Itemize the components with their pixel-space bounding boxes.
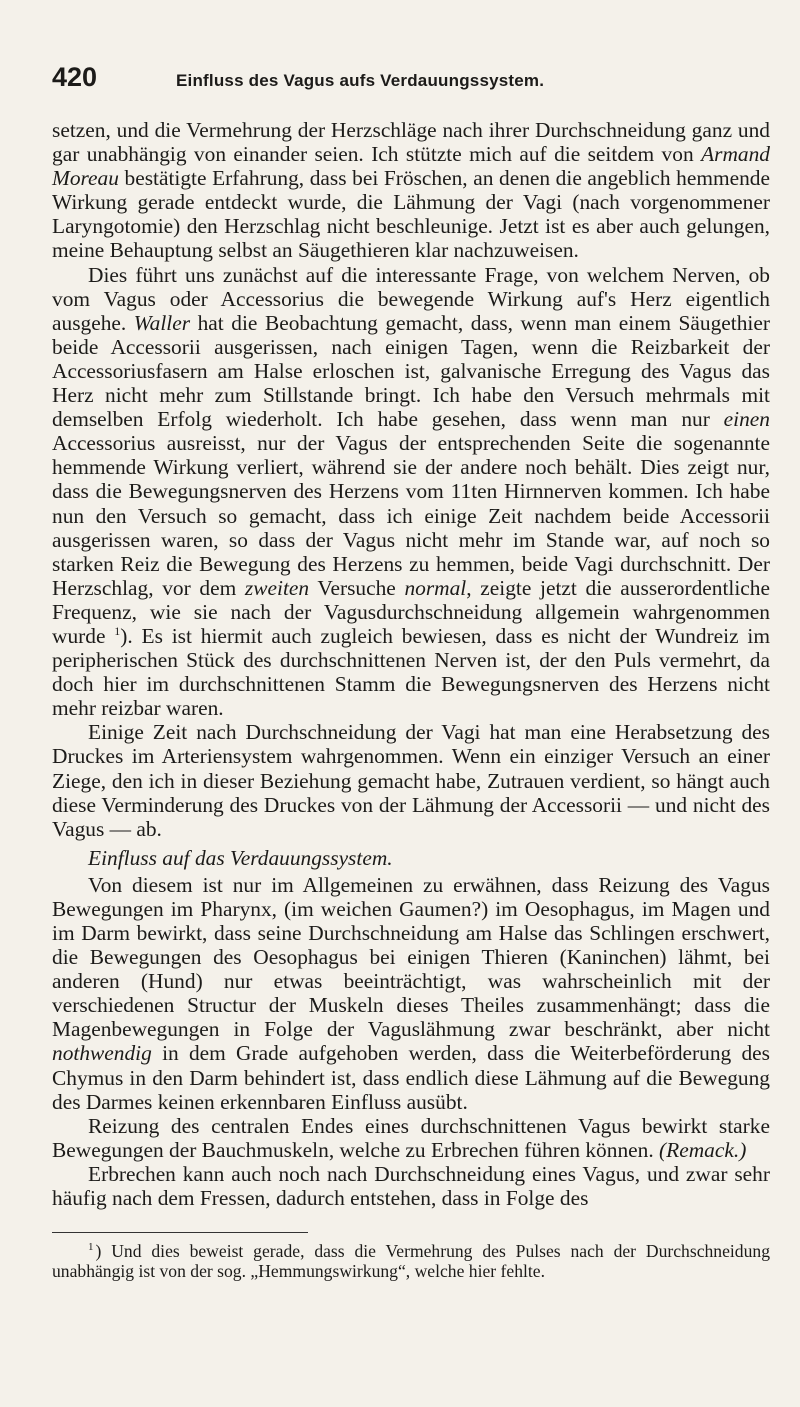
paragraph-2-text-e: Accessorius ausreisst, nur der Vagus der entsprechenden Seite die sogenannte hemmende Wirkung verliert, während sie der andere noch behält. Dies zeigt nur, dass die Bewegungsnerven des Herzens vom 11ten Hirnnerven kommen. Ich habe nun den Versuch so gemacht, dass ich einige Zeit nachdem beide Accessorii ausgerissen waren, so dass der Vagus nicht mehr im Stande war, auf noch so starken Reiz die Bewegung des Herzens zu hemmen, beide Vagi durchschnitt. Der Herzschlag, vor dem [52,431,770,600]
paragraph-4 [52,873,770,1114]
paragraph-2-text-a: Dies führt uns zunächst auf die interessante Frage, von welchem Nerven, ob vom Vagus oder Accessorius die bewegende Wirkung auf's Herz eigentlich ausgehe. [52,262,770,335]
paragraph-1-text-a: setzen, und die Vermehrung der Herzschläge nach ihrer Durchschneidung ganz und gar unabhängig von einander seien. Ich stützte mich auf die seitdem von [52,118,770,167]
footnote-divider [52,1232,308,1233]
paragraph-1 [52,118,770,263]
paragraph-6: Erbrechen kann auch noch nach Durchschneidung eines Vagus, und zwar sehr häufig nach dem Fressen, dadurch entstehen, dass in Folge des [52,1161,770,1211]
paragraph-5 [52,1114,770,1162]
emphasis-normal: normal [404,575,467,600]
paragraph-1-text-c: bestätigte Erfahrung, dass bei Fröschen, an denen die angeblich hemmende Wirkung gerade entdeckt wurde, die Lähmung der Vagi (nach vorgenommener Laryngotomie) den Herzschlag nicht beschleunige. Jetzt ist es aber auch gelungen, meine Behauptung selbst an Säugethieren klar nachzuweisen. [52,166,770,263]
paragraph-2 [52,263,770,721]
footnote [52,1241,770,1281]
paragraph-3: Einige Zeit nach Durchschneidung der Vagi hat man eine Herabsetzung des Druckes im Arteriensystem wahrgenommen. Wenn ein einziger Versuch an einer Ziege, den ich in dieser Beziehung gemacht habe, Zutrauen verdient, so hängt auch diese Verminderung des Druckes von der Lähmung der Accessorii — und nicht des Vagus — ab. [52,720,770,841]
footnote-mark: 1 [88,1241,94,1254]
book-page [52,62,770,1281]
author-name-moreau: Armand Moreau [52,142,770,191]
running-head [52,62,770,106]
paragraph-4-text-c: in dem Grade aufgehoben werden, dass die Weiterbeförderung des Chymus in den Darm behindert ist, dass endlich diese Lähmung auf die Bewegung des Darmes keinen erkennbaren Einfluss ausübt. [52,1041,770,1114]
emphasis-nothwendig: nothwendig [52,1041,152,1066]
footnote-text: ) Und dies beweist gerade, dass die Vermehrung des Pulses nach der Durchschneidung unabhängig ist von der sog. „Hemmungswirkung“, welche hier fehlte. [52,1241,770,1282]
page-number: 420 [52,62,98,92]
paragraph-2-text-k: ). Es ist hiermit auch zugleich bewiesen, dass es nicht der Wundreiz im peripherischen Stück des durchschnittenen Nerven ist, der den Puls vermehrt, da doch hier im durchschnittenen Stamm die Bewegungsnerven des Herzens nicht mehr reizbar waren. [52,623,770,721]
paragraph-2-text-i: , zeigte jetzt die ausserordentliche Frequenz, wie sie nach der Vagusdurchschneidung allgemein wahrgenommen wurde [52,575,770,648]
paragraph-5-text-a: Reizung des centralen Endes eines durchschnittenen Vagus bewirkt starke Bewegungen der Bauchmuskeln, welche zu Erbrechen führen können. [52,1113,770,1162]
author-name-waller: Waller [133,310,191,335]
citation-remack: (Remack.) [659,1137,747,1162]
emphasis-zweiten: zweiten [244,575,310,600]
body-text [52,118,770,1210]
paragraph-2-text-g: Versuche [309,575,405,600]
footnote-reference[interactable]: 1 [114,623,121,638]
running-title: Einfluss des Vagus aufs Verdauungssystem. [176,71,545,90]
emphasis-einen: einen [723,407,770,432]
section-title: Einfluss auf das Verdauungssystem. [88,845,393,870]
paragraph-2-text-c: hat die Beobachtung gemacht, dass, wenn man einem Säugethier beide Accessorii ausgerissen, nach einigen Tagen, wenn die Reizbarkeit der Accessoriusfasern am Halse erloschen ist, galvanische Erregung des Vagus das Herz nicht mehr zum Stillstande bringt. Ich habe den Versuch mehrmals mit demselben Erfolg wiederholt. Ich habe gesehen, dass wenn man nur [52,310,770,432]
paragraph-4-text-a: Von diesem ist nur im Allgemeinen zu erwähnen, dass Reizung des Vagus Bewegungen im Pharynx, (im weichen Gaumen?) im Oesophagus, im Magen und im Darm bewirkt, dass seine Durchschneidung am Halse das Schlingen erschwert, die Bewegungen des Oesophagus bei einigen Thieren (Kaninchen) lähmt, bei anderen (Hund) nur etwas beeinträchtigt, was wahrscheinlich mit der verschiedenen Structur der Muskeln dieses Theiles zusammenhängt; dass die Magenbewegungen in Folge der Vaguslähmung zwar beschränkt, aber nicht [52,872,770,1042]
